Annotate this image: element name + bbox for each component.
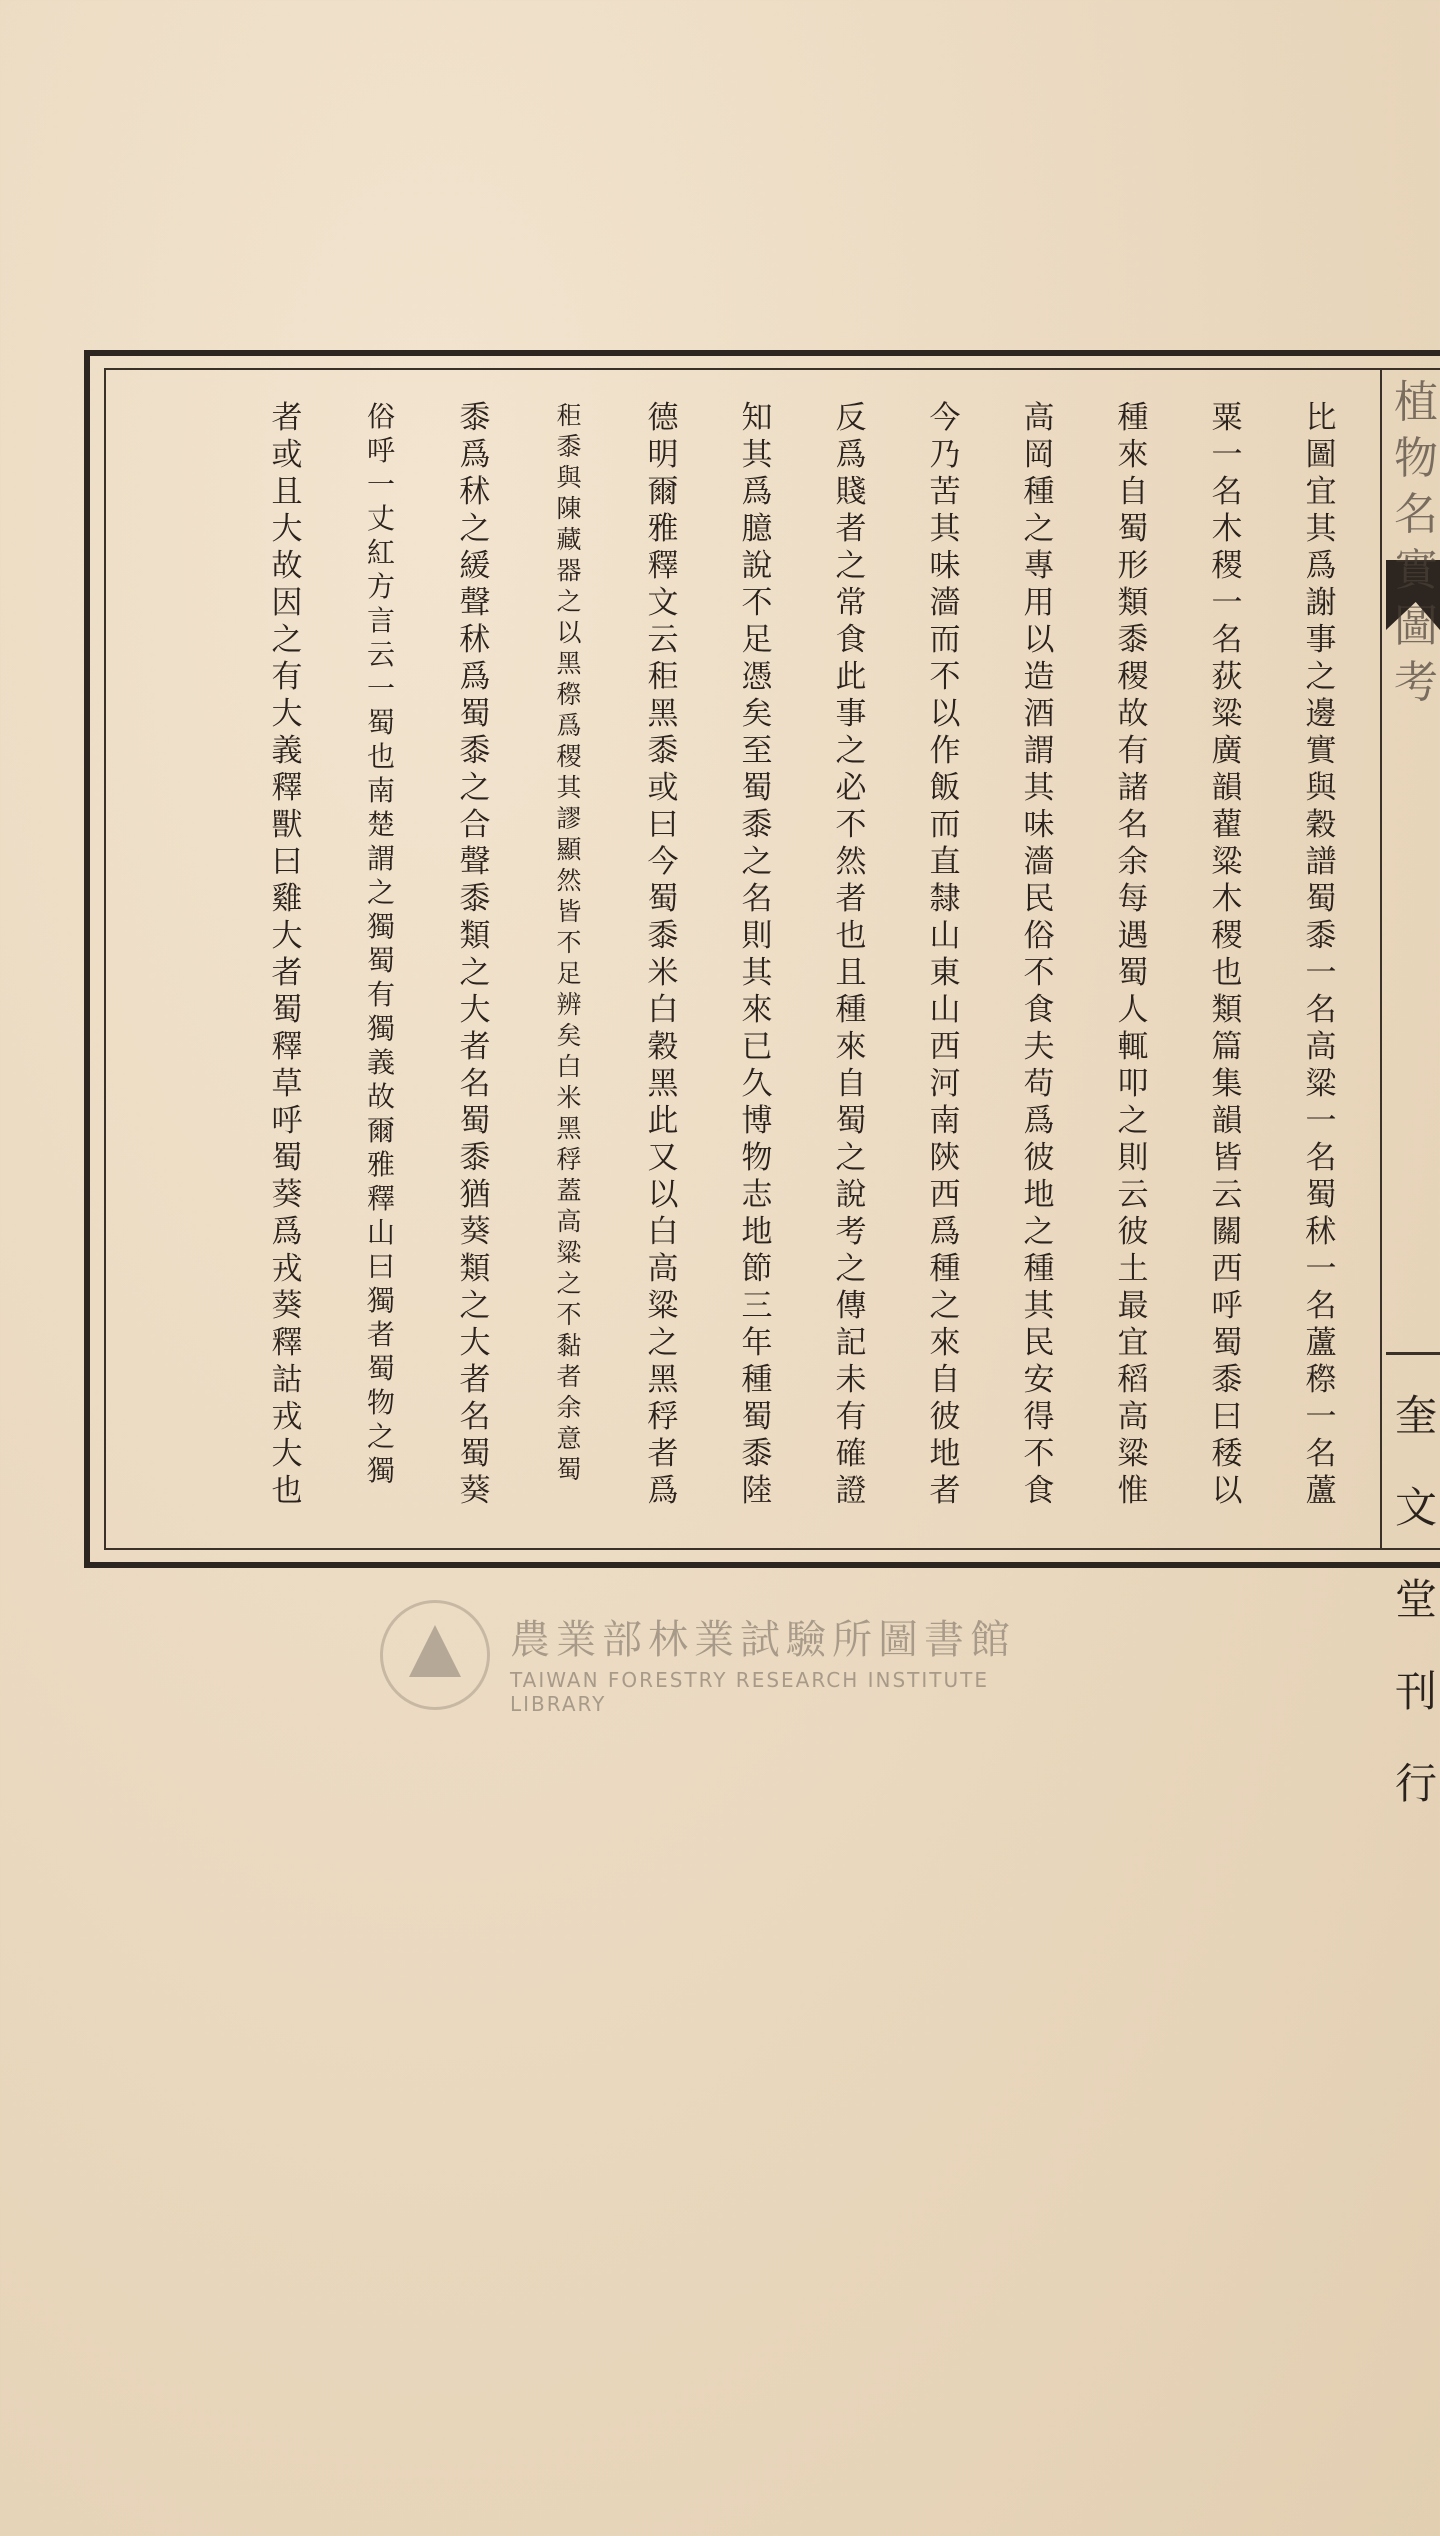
text-column: 秬 黍 與 陳 藏 器 之 以 黑 穄 爲 稷 其 謬 顯 然 皆 不 足 辨 矣 白 米 黑 稃 蓋 高 粱 之 不 黏 者 余 意 蜀: [556, 401, 582, 1484]
library-watermark: [380, 1600, 1080, 1716]
publisher-rule: [1386, 1352, 1440, 1355]
text-column: 俗 呼 一 丈 紅 方 言 云 一 蜀 也 南 楚 謂 之 獨 蜀 有 獨 義 故 爾 雅 釋 山 曰 獨 者 蜀 物 之 獨: [366, 400, 395, 1487]
text-column: 德 明 爾 雅 釋 文 云 秬 黑 黍 或 曰 今 蜀 黍 米 白 穀 黑 此 又 以 白 高 粱 之 黑 稃 者 爲: [647, 400, 679, 1509]
text-column: 者 或 且 大 故 因 之 有 大 義 釋 獸 曰 雞 大 者 蜀 釋 草 呼 蜀 葵 爲 戎 葵 釋 詁 戎 大 也: [271, 400, 303, 1509]
watermark-english: TAIWAN FORESTRY RESEARCH INSTITUTE LIBRARY: [510, 1668, 989, 1716]
margin-divider: [1380, 368, 1382, 1550]
text-column: 粟 一 名 木 稷 一 名 荻 粱 廣 韻 藋 粱 木 稷 也 類 篇 集 韻 皆 云 關 西 呼 蜀 黍 曰 䅗 以: [1211, 400, 1243, 1509]
text-column: 今 乃 苦 其 味 濇 而 不 以 作 飯 而 直 隸 山 東 山 西 河 南 陝 西 爲 種 之 來 自 彼 地 者: [929, 400, 961, 1509]
text-column: 知 其 爲 臆 說 不 足 憑 矣 至 蜀 黍 之 名 則 其 來 已 久 博 物 志 地 節 三 年 種 蜀 黍 陸: [741, 400, 773, 1509]
text-column: 高 岡 種 之 專 用 以 造 酒 謂 其 味 濇 民 俗 不 食 夫 苟 爲 彼 地 之 種 其 民 安 得 不 食: [1023, 400, 1055, 1509]
publisher-label: 奎 文 堂 刊 行: [1394, 1391, 1437, 1808]
text-column: 種 來 自 蜀 形 類 黍 稷 故 有 諸 名 余 每 遇 蜀 人 輒 叩 之 則 云 彼 土 最 宜 稻 高 粱 惟: [1117, 400, 1149, 1509]
library-seal-icon: [380, 1600, 490, 1710]
watermark-chinese: 農業部林業試驗所圖書館: [510, 1617, 1016, 1663]
text-column: 反 爲 賤 者 之 常 食 此 事 之 必 不 然 者 也 且 種 來 自 蜀 之 說 考 之 傳 記 未 有 確 證: [835, 400, 867, 1509]
running-title: 植 物 名 實 圖 考: [1394, 377, 1438, 708]
text-column: 比 圖 宜 其 爲 謝 事 之 邊 實 與 穀 譜 蜀 黍 一 名 高 粱 一 名 蜀 秫 一 名 蘆 穄 一 名 蘆: [1305, 400, 1337, 1509]
text-column: 黍 爲 秫 之 緩 聲 秫 爲 蜀 黍 之 合 聲 黍 類 之 大 者 名 蜀 黍 猶 葵 類 之 大 者 名 蜀 葵: [459, 400, 491, 1509]
